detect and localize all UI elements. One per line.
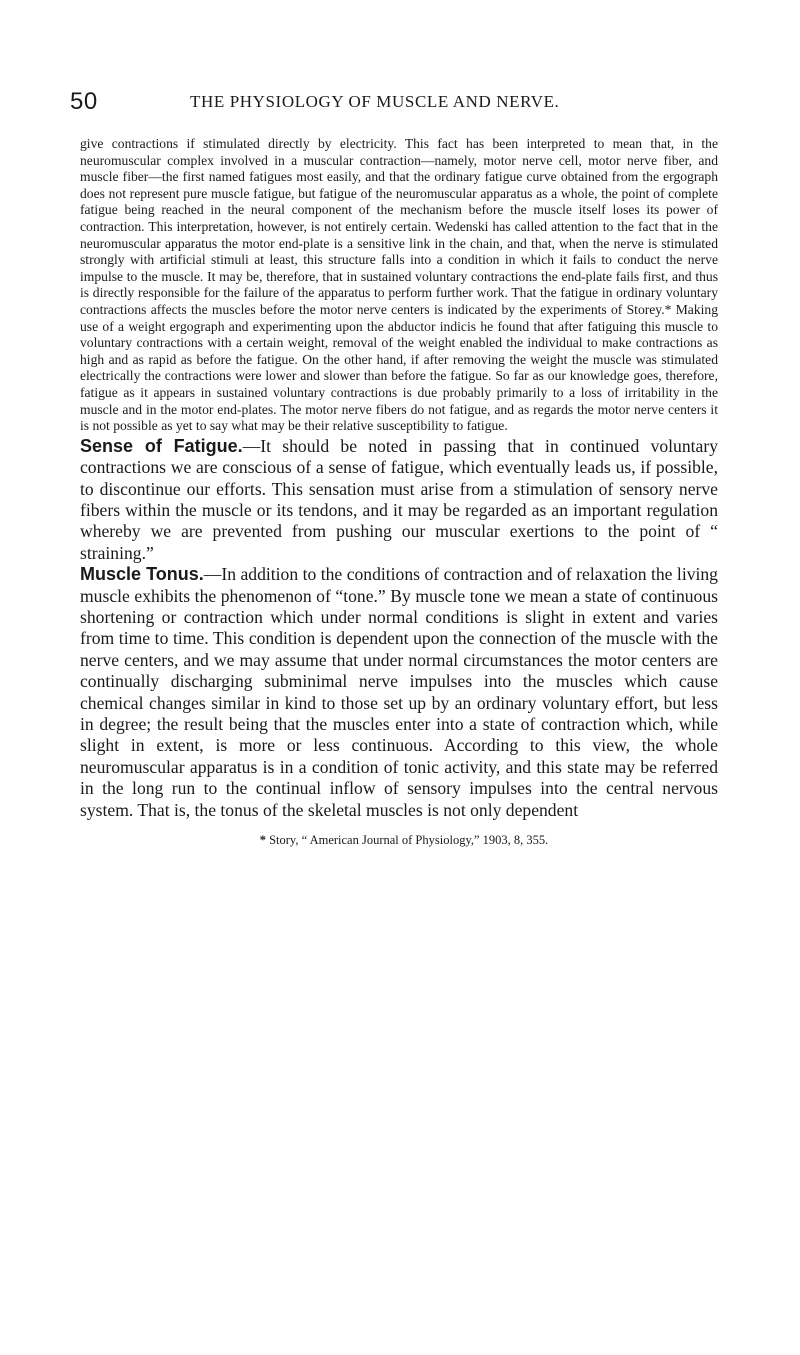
page-number: 50 xyxy=(70,88,98,115)
heading-sense-of-fatigue: Sense of Fatigue. xyxy=(80,435,243,456)
paragraph-sense-of-fatigue xyxy=(80,436,718,564)
footnote-mark: * xyxy=(259,833,266,847)
footnote-text: Story, “ American Journal of Physiology,” 1903, 8, 355. xyxy=(269,833,549,847)
muscle-tonus-text: —In addition to the conditions of contraction and of relaxation the living muscle exhibits the phenomenon of “tone.” By muscle tone we mean a state of continuous shortening or contraction which under normal conditions is slight in extent and varies from time to time. This condition is dependent upon the connection of the muscle with the nerve centers, and we may assume that under normal circumstances the motor centers are continually discharging subminimal nerve impulses into the muscles which cause chemical changes similar in kind to those set up by an ordinary voluntary effort, but less in degree; the result being that the muscles enter into a state of contraction which, while slight in extent, is more or less continuous. According to this view, the whole neuromuscular apparatus is in a condition of tonic activity, and this state may be referred in the long run to the continual inflow of sensory impulses into the central nervous system. That is, the tonus of the skeletal muscles is not only dependent xyxy=(80,564,718,820)
paragraph-muscle-tonus xyxy=(80,564,718,821)
running-head xyxy=(70,88,718,118)
running-title: THE PHYSIOLOGY OF MUSCLE AND NERVE. xyxy=(190,92,560,111)
sense-of-fatigue-text: —It should be noted in passing that in continued voluntary contractions we are conscious of a sense of fatigue, which eventually leads us, if possible, to discontinue our efforts. This sensation must arise from a stimulation of sensory nerve fibers within the muscle or its tendons, and it may be regarded as an important regulation whereby we are prevented from pushing our muscular exertions to the point of “ straining.” xyxy=(80,435,718,563)
heading-muscle-tonus: Muscle Tonus. xyxy=(80,564,204,585)
paragraph-fatigue-continued: give contractions if stimulated directly by electricity. This fact has been interpreted to mean that, in the neuromuscular complex involved in a muscular contraction—namely, motor nerve cell, motor nerve fiber, and muscle fiber—the first named fatigues most easily, and that the ordinary fatigue curve obtained from the ergograph does not represent pure muscle fatigue, but fatigue of the neuromuscular apparatus as a whole, the point of complete fatigue being reached in the neural component of the mechanism before the muscle itself loses its power of contraction. This interpretation, however, is not entirely certain. Wedenski has called attention to the fact that in the neuromuscular apparatus the motor end-plate is a sensitive link in the chain, and that, when the nerve is stimulated strongly with artificial stimuli at least, this structure falls into a condition in which it fails to conduct the nerve impulse to the muscle. It may be, therefore, that in sustained voluntary contractions the end-plate fails first, and thus is directly responsible for the failure of the apparatus to perform further work. That the fatigue in ordinary voluntary contractions affects the muscles before the motor nerve centers is indicated by the experiments of Storey.* Making use of a weight ergograph and experimenting upon the abductor indicis he found that after fatiguing this muscle to voluntary contractions with a certain weight, removal of the weight enabled the individual to make contractions as high and as rapid as before the fatigue. On the other hand, if after removing the weight the muscle was stimulated electrically the contractions were lower and slower than before the fatigue. So far as our knowledge goes, therefore, fatigue as it appears in sustained voluntary contractions is due probably primarily to a loss of irritability in the muscle and in the motor end-plates. The motor nerve fibers do not fatigue, and as regards the motor nerve centers it is not possible as yet to say what may be their relative susceptibility to fatigue. xyxy=(80,136,718,434)
footnote xyxy=(80,831,718,849)
book-page xyxy=(70,88,718,849)
